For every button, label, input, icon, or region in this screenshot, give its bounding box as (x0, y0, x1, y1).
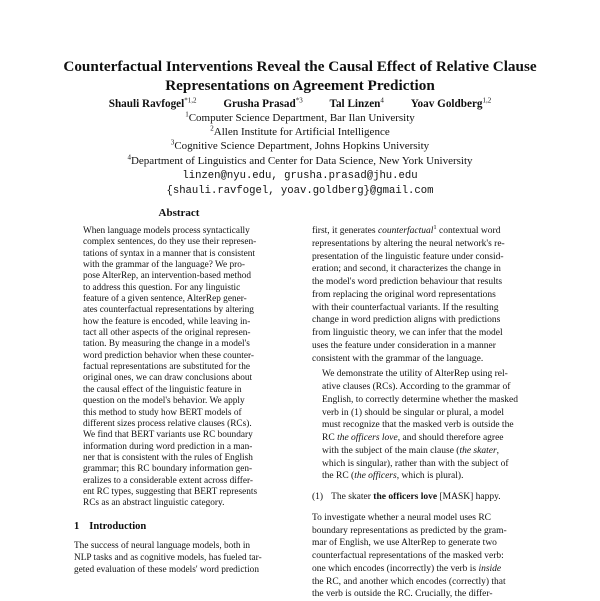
left-column (74, 207, 284, 577)
text-run: from replacing the original word representations (312, 289, 496, 300)
abstract-line: RCs as an abstract linguistic category. (83, 498, 225, 509)
abstract-line: When language models process syntactically (83, 226, 250, 236)
text-line (312, 419, 537, 432)
text-run: RC (322, 433, 338, 443)
text-run: representations by altering the neural network's re- (312, 238, 505, 249)
text-line (312, 381, 537, 394)
author-list (40, 97, 560, 111)
author (109, 98, 197, 110)
text-run: with the subject of the main clause ( (322, 445, 460, 456)
text-line: NLP tasks and as cognitive models, has fueled tar- (74, 553, 262, 563)
abstract-line: question on the model's behavior. We apply (83, 396, 245, 407)
affiliation-marker: 2 (210, 124, 214, 133)
emphasis: the officers love (373, 492, 438, 502)
abstract-line: different sizes process relative clauses (RCs). (83, 418, 252, 429)
abstract-line: tations of syntax in a manner that is consistent (83, 248, 255, 259)
abstract-line: original ones, we can draw conclusions about (83, 373, 253, 384)
paper-title (40, 57, 560, 95)
text-run: first, it generates (312, 226, 378, 236)
text-run: one which encodes (incorrectly) the verb is (312, 563, 479, 574)
email-line: {shauli.ravfogel, yoav.goldberg}@gmail.com (166, 184, 434, 197)
affiliation-text: Department of Linguistics and Center for Data Science, New York University (130, 154, 473, 167)
text-line: The success of neural language models, both in (74, 540, 251, 551)
abstract-line: information during word prediction in a man- (83, 441, 253, 452)
emphasis: the officers love (337, 433, 398, 443)
text-line (312, 238, 537, 251)
text-line (312, 550, 537, 563)
introduction-paragraph (74, 540, 284, 577)
text-line (312, 445, 537, 458)
emphasis: inside (478, 563, 502, 574)
example-sentence (312, 491, 537, 504)
text-line (312, 394, 537, 407)
text-line (312, 458, 537, 471)
text-line (312, 251, 537, 264)
text-line (312, 525, 537, 538)
text-run: uses the feature under consideration in a manner (312, 340, 496, 351)
text-run: with their counterfactual variants. If the resulting (312, 302, 499, 313)
author (411, 98, 492, 110)
text-run: ative clauses (RCs). According to the grammar of (322, 382, 511, 392)
abstract-line: ent RC types, suggesting that BERT represents (83, 486, 258, 497)
text-run: which is singular), rather than with the subject of (322, 458, 509, 469)
text-run: the RC, and another which encodes (correctly) that (312, 576, 506, 587)
text-line (312, 340, 537, 353)
affiliation-marker: 1 (185, 110, 189, 119)
abstract-line: to address this question. For any linguistic (83, 282, 241, 293)
author-affil-marker: *1,2 (184, 96, 197, 105)
paragraph (312, 512, 537, 601)
text-run: contextual word (436, 226, 501, 236)
abstract-line: feature of a given sentence, AlterRep gener- (83, 294, 247, 305)
affiliation (40, 125, 560, 139)
text-run: must recognize that the masked verb is outside the (322, 420, 514, 431)
text-line (312, 225, 537, 238)
text-line (312, 314, 537, 327)
abstract-heading: Abstract (158, 207, 200, 219)
abstract-line: ates counterfactual representations by altering (83, 305, 254, 316)
text-run: the RC ( (322, 471, 355, 482)
text-line (312, 470, 537, 483)
email-line: linzen@nyu.edu, grusha.prasad@jhu.edu (182, 170, 418, 182)
text-line (312, 407, 537, 420)
abstract-line: how the feature is encoded, while leaving in- (83, 316, 251, 327)
text-run: We demonstrate the utility of AlterRep using rel- (322, 369, 508, 380)
text-run: The skater (331, 492, 374, 502)
affiliation-text: Computer Science Department, Bar Ilan University (188, 112, 415, 124)
text-line (312, 263, 537, 276)
title-line: Counterfactual Interventions Reveal the Causal Effect of Relative Clause (63, 58, 537, 75)
affiliation-text: Allen Institute for Artificial Intelligence (213, 126, 390, 139)
author-affil-marker: 4 (380, 96, 384, 105)
abstract-line: word prediction behavior when these counter- (83, 350, 254, 361)
text-line: geted evaluation of these models' word prediction (74, 565, 259, 576)
text-run: To investigate whether a neural model uses RC (312, 512, 491, 523)
text-line (312, 512, 537, 525)
author (223, 98, 302, 110)
abstract-line: grammar; this RC boundary information gen- (83, 464, 253, 475)
text-run: change in word prediction aligns with predictions (312, 315, 501, 326)
author-name: Shauli Ravfogel (108, 98, 185, 110)
title-line: Representations on Agreement Prediction (165, 77, 435, 94)
text-line (312, 302, 537, 315)
author (330, 98, 384, 110)
abstract-line: ner that is consistent with the rules of English (83, 452, 253, 463)
text-run: the model's word prediction behaviour that results (312, 277, 503, 287)
abstract-line: pose AlterRep, an intervention-based method (83, 271, 252, 282)
abstract-line: the causal effect of the linguistic feature in (83, 384, 242, 395)
abstract-line: factual representations are substituted for the (83, 362, 251, 373)
text-run: counterfactual representations of the masked verb: (312, 551, 504, 561)
text-run: boundary representations as predicted by the gram- (312, 525, 507, 536)
emphasis: counterfactual (377, 226, 434, 236)
footnote-marker: 1 (433, 223, 437, 231)
emphasis: the skater (459, 445, 497, 456)
text-line (312, 276, 537, 289)
abstract-line: eralizes to a considerable extent across differ- (83, 475, 254, 486)
text-run: the verb is outside the RC. Crucially, the differ- (312, 589, 493, 600)
author-name: Tal Linzen (329, 98, 381, 110)
text-run: [MASK] happy. (437, 492, 501, 502)
affiliation (40, 139, 560, 153)
text-run: presentation of the linguistic feature under consid- (312, 251, 504, 262)
emphasis: the officers (354, 471, 397, 482)
paragraph (312, 368, 537, 483)
author-name: Yoav Goldberg (410, 98, 483, 110)
text-run: consistent with the grammar of the language. (312, 353, 484, 364)
affiliation (40, 111, 560, 125)
affiliation (40, 154, 560, 168)
affiliation-text: Cognitive Science Department, Johns Hopkins University (174, 140, 430, 153)
abstract-body (83, 226, 278, 510)
abstract-line: this method to study how BERT models of (83, 407, 242, 418)
affiliation-list (40, 111, 560, 168)
affiliation-marker: 3 (170, 138, 175, 147)
text-line (312, 563, 537, 576)
text-line (312, 432, 537, 445)
text-run: eration; and second, it characterizes the change in (312, 264, 501, 275)
abstract-line: tation. By measuring the change in a model's (83, 339, 250, 350)
example-text (331, 492, 501, 502)
text-run: , which is plural). (396, 471, 464, 482)
abstract-line: complex sentences, do they use their represen- (83, 237, 257, 248)
text-line (312, 537, 537, 550)
section-heading-introduction (74, 520, 284, 533)
author-name: Grusha Prasad (223, 98, 296, 110)
text-line (312, 353, 537, 366)
abstract-line: We find that BERT variants use RC boundary (83, 430, 253, 441)
abstract-line: tact all other aspects of the original represen- (83, 328, 251, 339)
text-line (312, 576, 537, 589)
text-line (312, 289, 537, 302)
text-run: verb in (1) should be singular or plural, a model (322, 407, 505, 418)
text-line (312, 588, 537, 601)
email-block (40, 169, 560, 198)
right-column (312, 225, 537, 601)
abstract-line: with the grammar of the language? We pro- (83, 260, 245, 271)
example-number: (1) (312, 492, 324, 502)
section-number: 1 (74, 520, 80, 532)
text-run: mar of English, we use AlterRep to generate two (312, 538, 497, 549)
affiliation-marker: 4 (127, 152, 131, 161)
text-run: from linguistic theory, we can infer that the model (312, 328, 503, 338)
author-affil-marker: *3 (295, 96, 303, 105)
text-run: English, to correctly determine whether the masked (322, 394, 519, 405)
text-run: , (496, 445, 500, 456)
paragraph (312, 225, 537, 365)
text-run: , and should therefore agree (397, 433, 504, 443)
text-line (312, 327, 537, 340)
text-line (312, 368, 537, 381)
section-title: Introduction (89, 520, 147, 532)
author-affil-marker: 1,2 (482, 96, 492, 105)
